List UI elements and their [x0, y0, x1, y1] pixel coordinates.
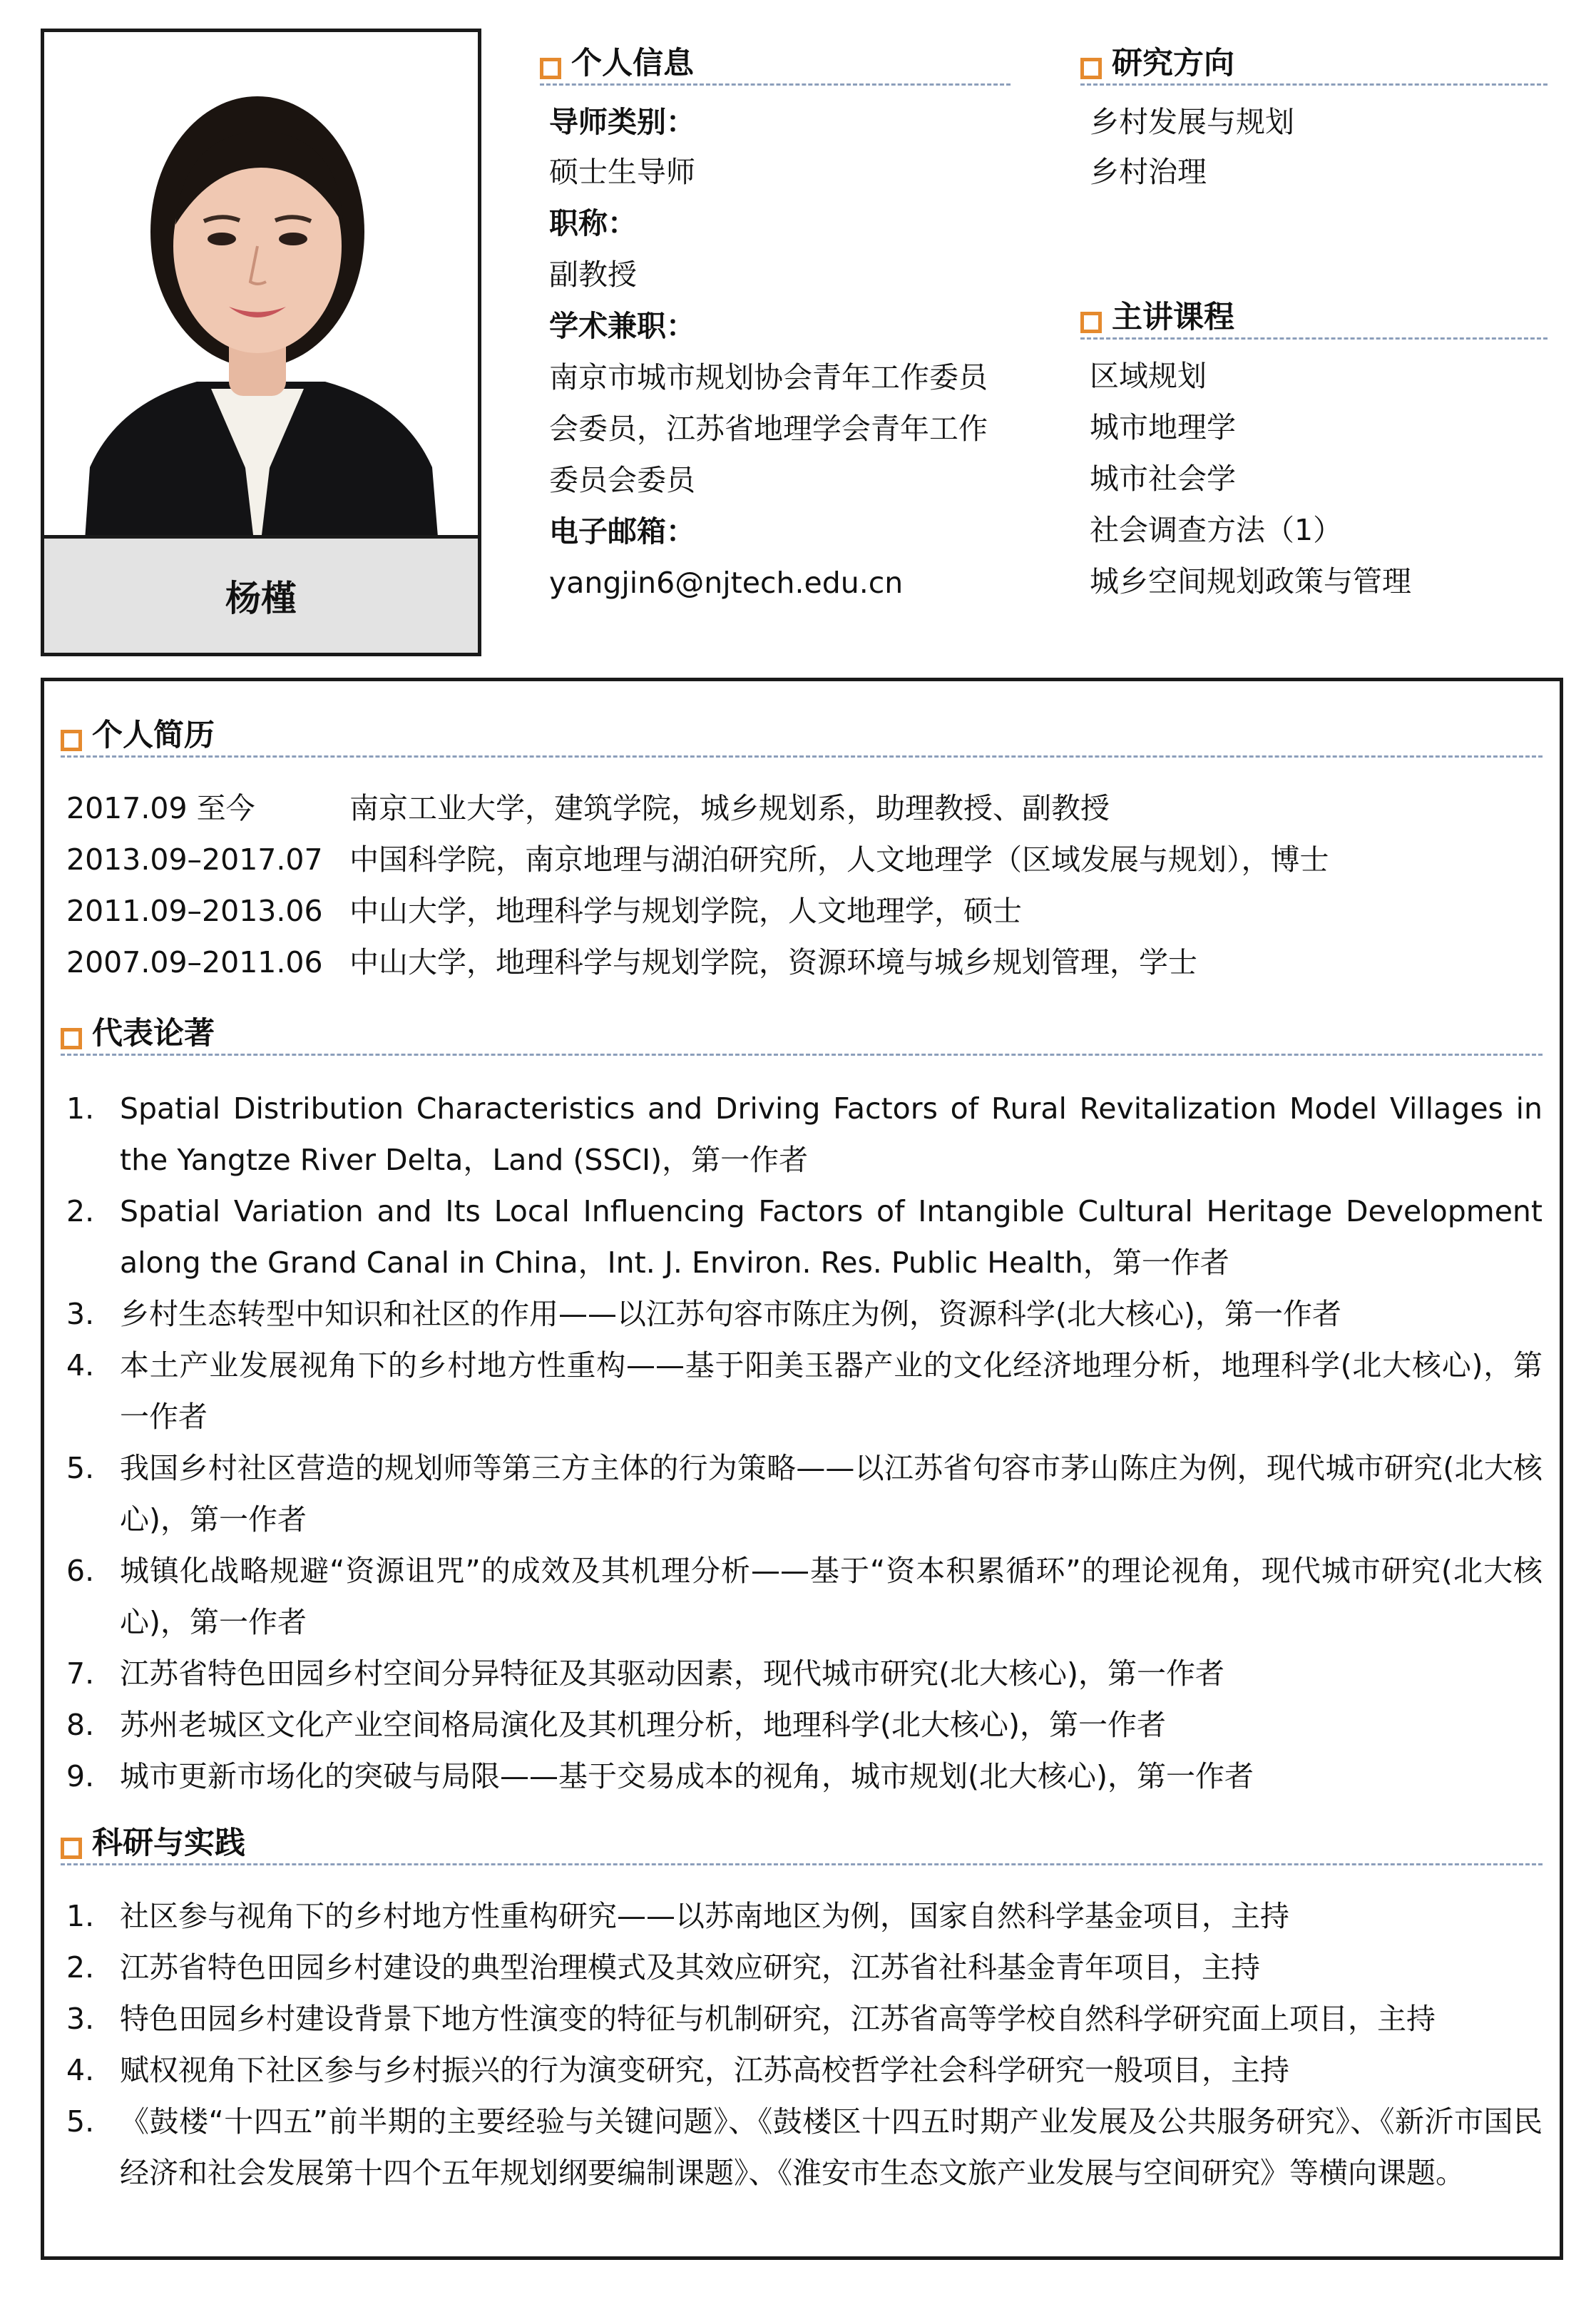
- research-item: 乡村发展与规划: [1090, 105, 1294, 139]
- publication-item: 5. 我国乡村社区营造的规划师等第三方主体的行为策略——以江苏省句容市茅山陈庄为例，现代城市研究(北大核心)，第一作者: [66, 1451, 1543, 1537]
- publication-item: 4. 本土产业发展视角下的乡村地方性重构——基于阳美玉器产业的文化经济地理分析，地理科学(北大核心)，第一作者: [66, 1348, 1543, 1434]
- resume-row: [66, 790, 1110, 826]
- section-title: 代表论著: [92, 1016, 215, 1051]
- course-item: 区域规划: [1090, 359, 1207, 393]
- email-value[interactable]: yangjin6@njtech.edu.cn: [549, 566, 904, 600]
- section-square-icon: [61, 730, 82, 751]
- resume-period: 2017.09 至今: [66, 791, 255, 825]
- resume-period: 2011.09–2013.06: [66, 894, 323, 928]
- section-title: 研究方向: [1112, 46, 1234, 81]
- section-personal-info-header: [540, 43, 1011, 86]
- project-item: 3. 特色田园乡村建设背景下地方性演变的特征与机制研究，江苏省高等学校自然科学研究面上项目，主持: [66, 2002, 1436, 2036]
- section-projects-header: [61, 1823, 1543, 1865]
- publications-list: [66, 1083, 1543, 1802]
- supervisor-type-value: 硕士生导师: [549, 155, 695, 189]
- rank-value: 副教授: [549, 258, 637, 292]
- project-item: 4. 赋权视角下社区参与乡村振兴的行为演变研究，江苏高校哲学社会科学研究一般项目，主持: [66, 2053, 1289, 2087]
- email-label: 电子邮箱：: [549, 514, 695, 549]
- publication-item: 6. 城镇化战略规避“资源诅咒”的成效及其机理分析——基于“资本积累循环”的理论视角，现代城市研究(北大核心)，第一作者: [66, 1554, 1543, 1639]
- section-title: 个人信息: [571, 46, 694, 81]
- section-title: 主讲课程: [1112, 300, 1234, 335]
- section-courses-header: [1080, 297, 1548, 340]
- section-square-icon: [1080, 58, 1102, 79]
- academic-posts-label: 学术兼职：: [549, 309, 695, 343]
- rank-label: 职称：: [549, 206, 637, 240]
- section-publications-header: [61, 1013, 1543, 1056]
- projects-list: [66, 1890, 1543, 2199]
- portrait-photo: [76, 68, 448, 571]
- course-item: 城市社会学: [1090, 462, 1236, 496]
- course-item: 城乡空间规划政策与管理: [1090, 564, 1411, 599]
- resume-row: [66, 944, 1197, 980]
- profile-card: [41, 29, 481, 656]
- resume-detail: 南京工业大学，建筑学院，城乡规划系，助理教授、副教授: [349, 791, 1110, 825]
- research-item: 乡村治理: [1090, 155, 1207, 189]
- course-item: 城市地理学: [1090, 410, 1236, 444]
- supervisor-type-label: 导师类别：: [549, 105, 695, 139]
- academic-posts-line: 南京市城市规划协会青年工作委员: [549, 360, 988, 394]
- project-item: 2. 江苏省特色田园乡村建设的典型治理模式及其效应研究，江苏省社科基金青年项目，主持: [66, 1950, 1260, 1985]
- resume-period: 2007.09–2011.06: [66, 945, 323, 979]
- section-title: 科研与实践: [92, 1825, 245, 1861]
- resume-detail: 中国科学院，南京地理与湖泊研究所，人文地理学（区域发展与规划），博士: [349, 842, 1329, 877]
- name-label: 杨槿: [44, 535, 478, 653]
- section-square-icon: [61, 1028, 82, 1049]
- publication-item: 3. 乡村生态转型中知识和社区的作用——以江苏句容市陈庄为例，资源科学(北大核心)，第一作者: [66, 1297, 1341, 1331]
- section-research-header: [1080, 43, 1548, 86]
- resume-row: [66, 893, 1022, 929]
- publication-item: 2. Spatial Variation and Its Local Influencing Factors of Intangible Cultural Heritage Development along the Grand Canal in China，Int. J. Environ. Res. Public Health，第一作者: [66, 1194, 1543, 1280]
- section-title: 个人简历: [92, 718, 215, 753]
- portrait-illustration: [76, 68, 448, 571]
- publication-item: 7. 江苏省特色田园乡村空间分异特征及其驱动因素，现代城市研究(北大核心)，第一作者: [66, 1656, 1224, 1691]
- section-square-icon: [540, 58, 561, 79]
- academic-posts-line: 会委员，江苏省地理学会青年工作: [549, 412, 988, 446]
- course-item: 社会调查方法（1）: [1090, 513, 1343, 547]
- section-square-icon: [1080, 312, 1102, 333]
- publication-item: 9. 城市更新市场化的突破与局限——基于交易成本的视角，城市规划(北大核心)，第一作者: [66, 1759, 1254, 1793]
- section-square-icon: [61, 1838, 82, 1859]
- project-item: 1. 社区参与视角下的乡村地方性重构研究——以苏南地区为例，国家自然科学基金项目，主持: [66, 1899, 1289, 1933]
- project-item: 5. 《鼓楼“十四五”前半期的主要经验与关键问题》、《鼓楼区十四五时期产业发展及公共服务研究》、《新沂市国民经济和社会发展第十四个五年规划纲要编制课题》、《淮安市生态文旅产业发展与空间研究》等横向课题。: [66, 2104, 1543, 2190]
- resume-row: [66, 842, 1329, 877]
- resume-detail: 中山大学，地理科学与规划学院，人文地理学，硕士: [349, 894, 1022, 928]
- resume-detail: 中山大学，地理科学与规划学院，资源环境与城乡规划管理，学士: [349, 945, 1197, 979]
- publication-item: 1. Spatial Distribution Characteristics and Driving Factors of Rural Revitalization Model Villages in the Yangtze River Delta，Land (SSCI)，第一作者: [66, 1091, 1543, 1177]
- section-resume-header: [61, 715, 1543, 758]
- resume-period: 2013.09–2017.07: [66, 842, 323, 877]
- publication-item: 8. 苏州老城区文化产业空间格局演化及其机理分析，地理科学(北大核心)，第一作者: [66, 1708, 1166, 1742]
- academic-posts-line: 委员会委员: [549, 463, 695, 497]
